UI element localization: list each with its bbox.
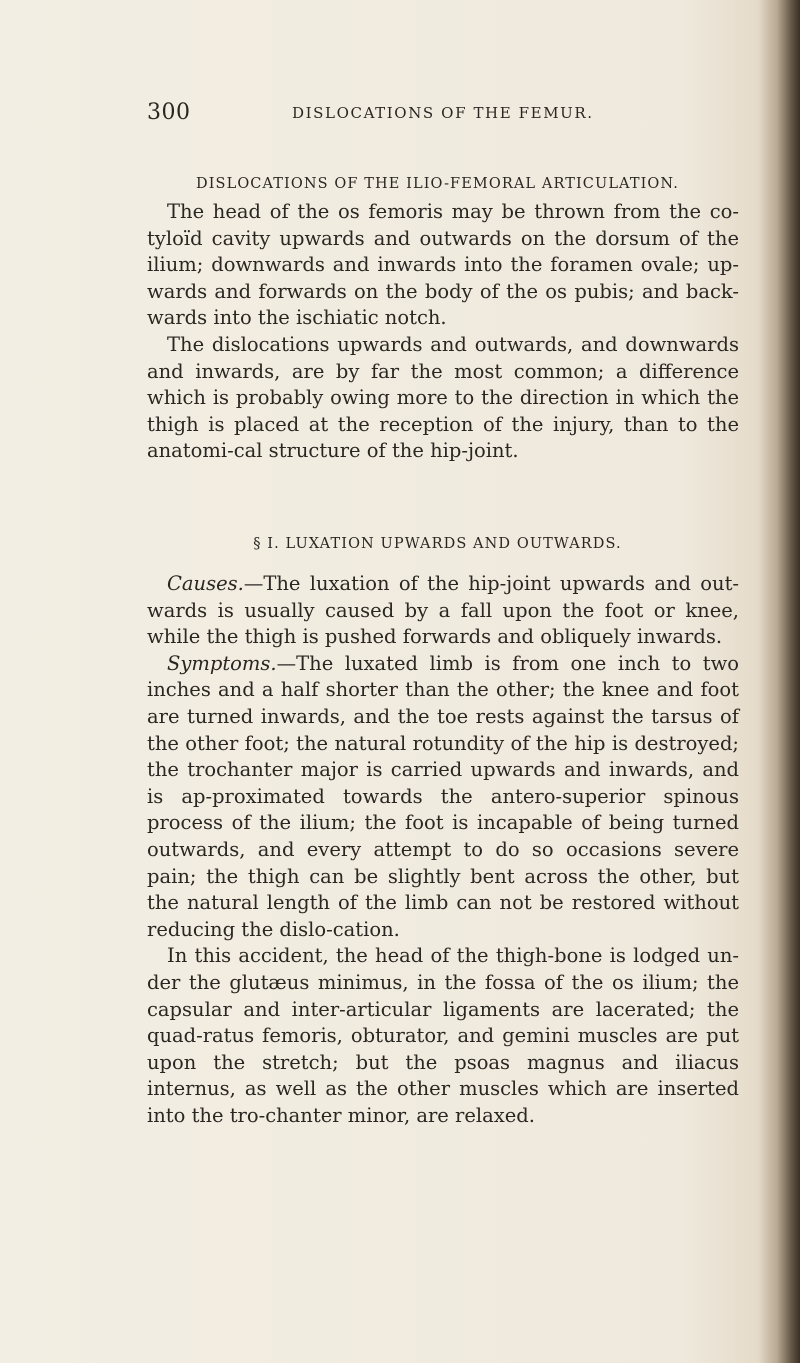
causes-label: Causes. [167, 572, 244, 595]
intro-text [147, 199, 739, 465]
causes-paragraph [147, 571, 739, 651]
accident-paragraph: In this accident, the head of the thigh-bone is lodged un-der the glutæus minimus, in the fossa of the os ilium; the capsular and inter-articular ligaments are lacerated; the quad-ratus femoris, obturator, and gemini muscles are put upon the stretch; but the psoas magnus and iliacus internus, as well as the other muscles which are inserted into the tro-chanter minor, are relaxed. [147, 944, 739, 1127]
intro-paragraph-2: The dislocations upwards and outwards, and downwards and inwards, are by far the most common; a difference which is probably owing more to the direction in which the thigh is placed at the reception of the injury, than to the anatomi-cal structure of the hip-joint. [147, 332, 739, 463]
page-binding-edge [758, 0, 800, 1363]
page-header [147, 100, 707, 130]
chapter-title: DISLOCATIONS OF THE ILIO-FEMORAL ARTICULATION. [196, 176, 679, 192]
symptoms-label: Symptoms. [167, 651, 277, 675]
symptoms-paragraph [147, 651, 739, 944]
page-number: 300 [147, 100, 191, 125]
causes-text: —The luxation of the hip-joint upwards and out-wards is usually caused by a fall upon the foot or knee, while the thigh is pushed forwards and obliquely inwards. [147, 572, 739, 649]
section-heading: § I. LUXATION UPWARDS AND OUTWARDS. [253, 536, 622, 552]
section-text [147, 571, 739, 1129]
running-head: DISLOCATIONS OF THE FEMUR. [292, 104, 594, 122]
intro-paragraph-1: The head of the os femoris may be thrown from the co-tyloïd cavity upwards and outwards on the dorsum of the ilium; downwards and inwards into the foramen ovale; up-wards and forwards on the body of the os pubis; and back-wards into the ischiatic notch. [147, 200, 739, 330]
symptoms-text: —The luxated limb is from one inch to two inches and a half shorter than the other; the knee and foot are turned inwards, and the toe rests against the tarsus of the other foot; the natural rotundity of the hip is destroyed; the trochanter major is carried upwards and inwards, and is ap-proximated towards the antero-superior spinous process of the ilium; the foot is incapable of being turned outwards, and every attempt to do so occasions severe pain; the thigh can be slightly bent across the other, but the natural length of the limb can not be restored without reducing the dislo-cation. [147, 651, 739, 941]
